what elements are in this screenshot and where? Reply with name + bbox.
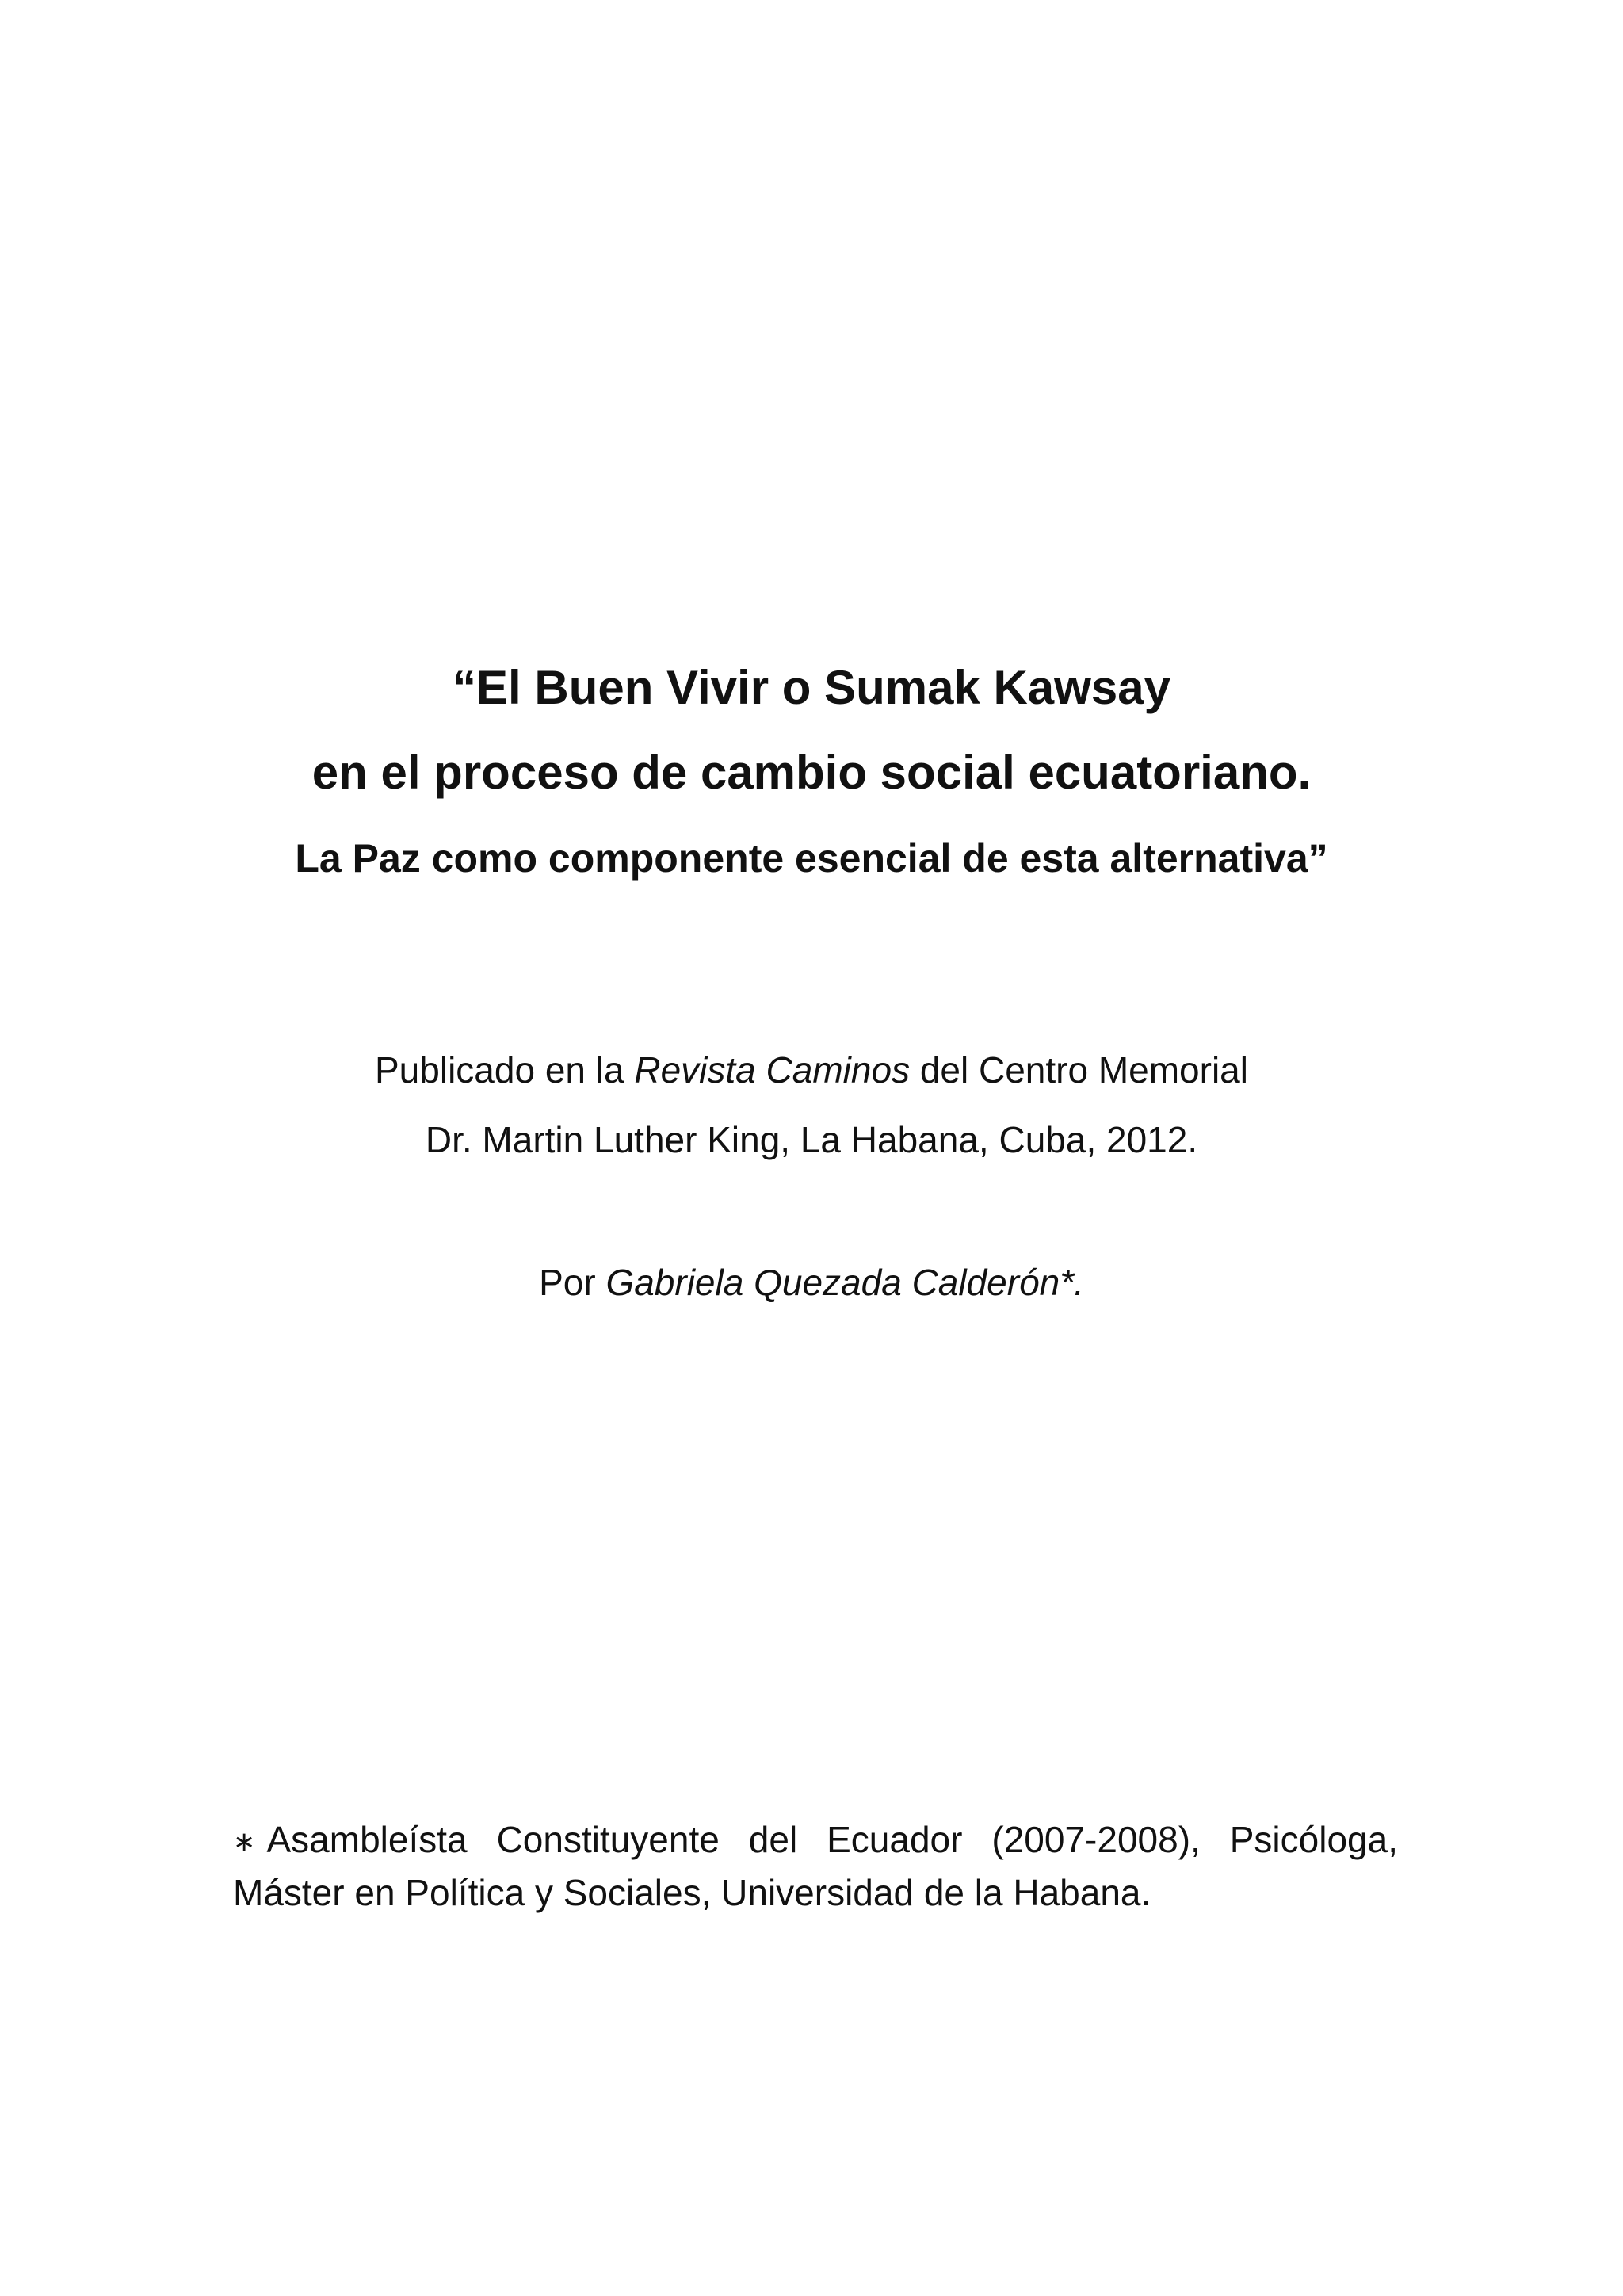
publication-suffix: del Centro Memorial bbox=[910, 1049, 1248, 1091]
footnote-word: del bbox=[748, 1819, 798, 1860]
footnote-word: Ecuador bbox=[827, 1819, 963, 1860]
footnote-word: (2007-2008), bbox=[991, 1819, 1201, 1860]
publication-info-line-1 bbox=[0, 1049, 1623, 1091]
footnote-marker: ∗ bbox=[233, 1827, 256, 1857]
footnote-first-word bbox=[233, 1815, 468, 1868]
footnote-line-1 bbox=[233, 1815, 1398, 1868]
footnote-word: Constituyente bbox=[496, 1819, 720, 1860]
byline-prefix: Por bbox=[539, 1262, 606, 1303]
footnote-line-2: Máster en Política y Sociales, Universidad de la Habana. bbox=[233, 1872, 1151, 1913]
footnote bbox=[233, 1815, 1398, 1917]
author-name: Gabriela Quezada Calderón*. bbox=[605, 1262, 1084, 1303]
publication-info-line-2: Dr. Martin Luther King, La Habana, Cuba, 2012. bbox=[425, 1119, 1198, 1160]
title-line-1: “El Buen Vivir o Sumak Kawsay bbox=[453, 661, 1170, 714]
publication-prefix: Publicado en la bbox=[375, 1049, 635, 1091]
subtitle-line: La Paz como componente esencial de esta alternativa” bbox=[295, 836, 1328, 881]
title-line-2: en el proceso de cambio social ecuatoriano. bbox=[311, 746, 1312, 799]
footnote-word: Asambleísta bbox=[266, 1819, 468, 1860]
byline bbox=[0, 1264, 1623, 1301]
journal-name: Revista Caminos bbox=[634, 1049, 911, 1091]
footnote-word: Psicóloga, bbox=[1229, 1819, 1398, 1860]
